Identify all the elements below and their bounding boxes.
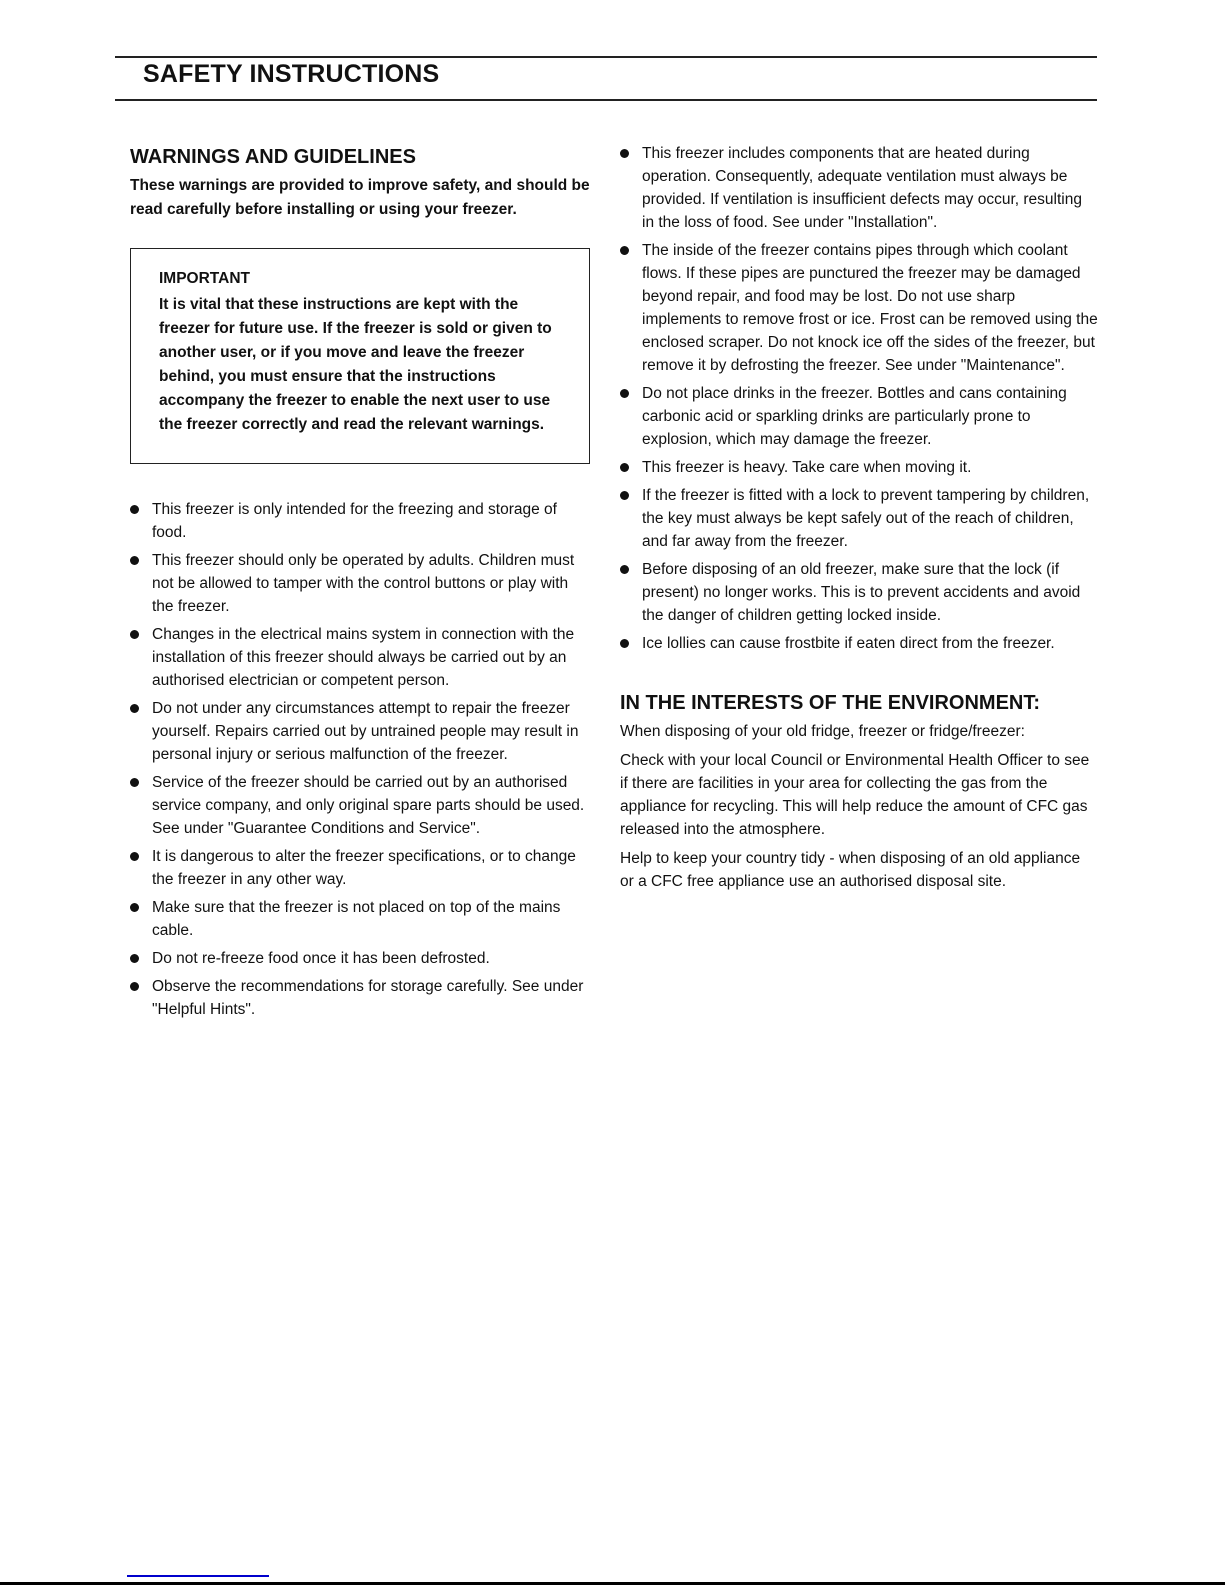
- right-column: [620, 142, 1098, 899]
- environment-paragraph: When disposing of your old fridge, freezer or fridge/freezer:: [620, 723, 1025, 740]
- bullet-icon: [130, 778, 139, 787]
- bullet-item: [620, 456, 1098, 479]
- bullet-text: This freezer is only intended for the freezing and storage of food.: [152, 501, 557, 541]
- bullet-item: [130, 947, 590, 970]
- left-column: [130, 145, 590, 1026]
- bullet-text: It is dangerous to alter the freezer specifications, or to change the freezer in any other way.: [152, 848, 576, 888]
- bullet-item: [620, 239, 1098, 377]
- right-bullet-list: [620, 142, 1098, 655]
- important-label: IMPORTANT: [159, 270, 250, 287]
- bullet-icon: [130, 704, 139, 713]
- bullet-item: [620, 632, 1098, 655]
- bullet-text: Do not re-freeze food once it has been defrosted.: [152, 950, 490, 967]
- bullet-icon: [130, 852, 139, 861]
- warnings-heading: WARNINGS AND GUIDELINES: [130, 146, 416, 168]
- bullet-item: [620, 558, 1098, 627]
- bullet-text: This freezer is heavy. Take care when moving it.: [642, 459, 972, 476]
- header-rule-bottom: [115, 99, 1097, 101]
- page-title: SAFETY INSTRUCTIONS: [143, 60, 440, 88]
- bullet-text: Service of the freezer should be carried out by an authorised service company, and only original spare parts should be used. See under "Guarantee Conditions and Service".: [152, 774, 585, 837]
- bullet-item: [620, 382, 1098, 451]
- bullet-text: If the freezer is fitted with a lock to prevent tampering by children, the key must always be kept safely out of the reach of children, and far away from the freezer.: [642, 487, 1090, 550]
- bullet-text: Observe the recommendations for storage carefully. See under "Helpful Hints".: [152, 978, 584, 1018]
- bullet-text: This freezer includes components that are heated during operation. Consequently, adequate ventilation must always be provided. If ventilation is insufficient defects may occur, resulting in the loss of food. See under "Installation".: [642, 145, 1082, 231]
- bullet-icon: [130, 903, 139, 912]
- bullet-icon: [620, 463, 629, 472]
- environment-heading: IN THE INTERESTS OF THE ENVIRONMENT:: [620, 692, 1041, 714]
- bullet-item: [130, 623, 590, 692]
- bullet-text: Make sure that the freezer is not placed on top of the mains cable.: [152, 899, 561, 939]
- bullet-text: This freezer should only be operated by adults. Children must not be allowed to tamper with the control buttons or play with the freezer.: [152, 552, 575, 615]
- bullet-icon: [130, 505, 139, 514]
- important-text: It is vital that these instructions are kept with the freezer for future use. If the freezer is sold or given to another user, or if you move and leave the freezer behind, you must ensure that the instructions accompany the freezer to enable the next user to use the freezer correctly and read the relevant warnings.: [159, 296, 552, 433]
- left-bullet-list: [130, 498, 590, 1021]
- bullet-icon: [620, 491, 629, 500]
- bullet-icon: [130, 982, 139, 991]
- important-box: [130, 248, 590, 464]
- environment-text: [620, 720, 1098, 893]
- bullet-text: Ice lollies can cause frostbite if eaten direct from the freezer.: [642, 635, 1055, 652]
- bullet-icon: [130, 630, 139, 639]
- bullet-text: Do not place drinks in the freezer. Bottles and cans containing carbonic acid or sparkling drinks are particularly prone to explosion, which may damage the freezer.: [642, 385, 1067, 448]
- bullet-item: [130, 896, 590, 942]
- environment-paragraph: Help to keep your country tidy - when disposing of an old appliance or a CFC free appliance use an authorised disposal site.: [620, 850, 1081, 890]
- bullet-item: [620, 142, 1098, 234]
- bullet-icon: [130, 954, 139, 963]
- bullet-item: [130, 697, 590, 766]
- bullet-icon: [620, 149, 629, 158]
- bullet-text: Do not under any circumstances attempt to repair the freezer yourself. Repairs carried out by untrained people may result in personal injury or serious malfunction of the freezer.: [152, 700, 579, 763]
- bullet-icon: [620, 639, 629, 648]
- bullet-icon: [620, 389, 629, 398]
- bullet-item: [130, 771, 590, 840]
- bullet-icon: [130, 556, 139, 565]
- bullet-icon: [620, 246, 629, 255]
- bullet-icon: [620, 565, 629, 574]
- blue-underline: [127, 1575, 269, 1577]
- environment-paragraph: Check with your local Council or Environmental Health Officer to see if there are facilities in your area for collecting the gas from the appliance for recycling. This will help reduce the amount of CFC gas released into the atmosphere.: [620, 752, 1090, 838]
- bullet-item: [620, 484, 1098, 553]
- header-rule-top: [115, 56, 1097, 58]
- bullet-item: [130, 549, 590, 618]
- bullet-text: Changes in the electrical mains system in connection with the installation of this freezer should always be carried out by an authorised electrician or competent person.: [152, 626, 575, 689]
- intro-text: These warnings are provided to improve safety, and should be read carefully before installing or using your freezer.: [130, 177, 590, 218]
- bullet-item: [130, 498, 590, 544]
- bullet-item: [130, 975, 590, 1021]
- bullet-item: [130, 845, 590, 891]
- bullet-text: The inside of the freezer contains pipes through which coolant flows. If these pipes are punctured the freezer may be damaged beyond repair, and food may be lost. Do not use sharp implements to remove frost or ice. Frost can be removed using the enclosed scraper. Do not knock ice off the sides of the freezer, but remove it by defrosting the freezer. See under "Maintenance".: [642, 242, 1098, 374]
- bullet-text: Before disposing of an old freezer, make sure that the lock (if present) no longer works. This is to prevent accidents and avoid the danger of children getting locked inside.: [642, 561, 1081, 624]
